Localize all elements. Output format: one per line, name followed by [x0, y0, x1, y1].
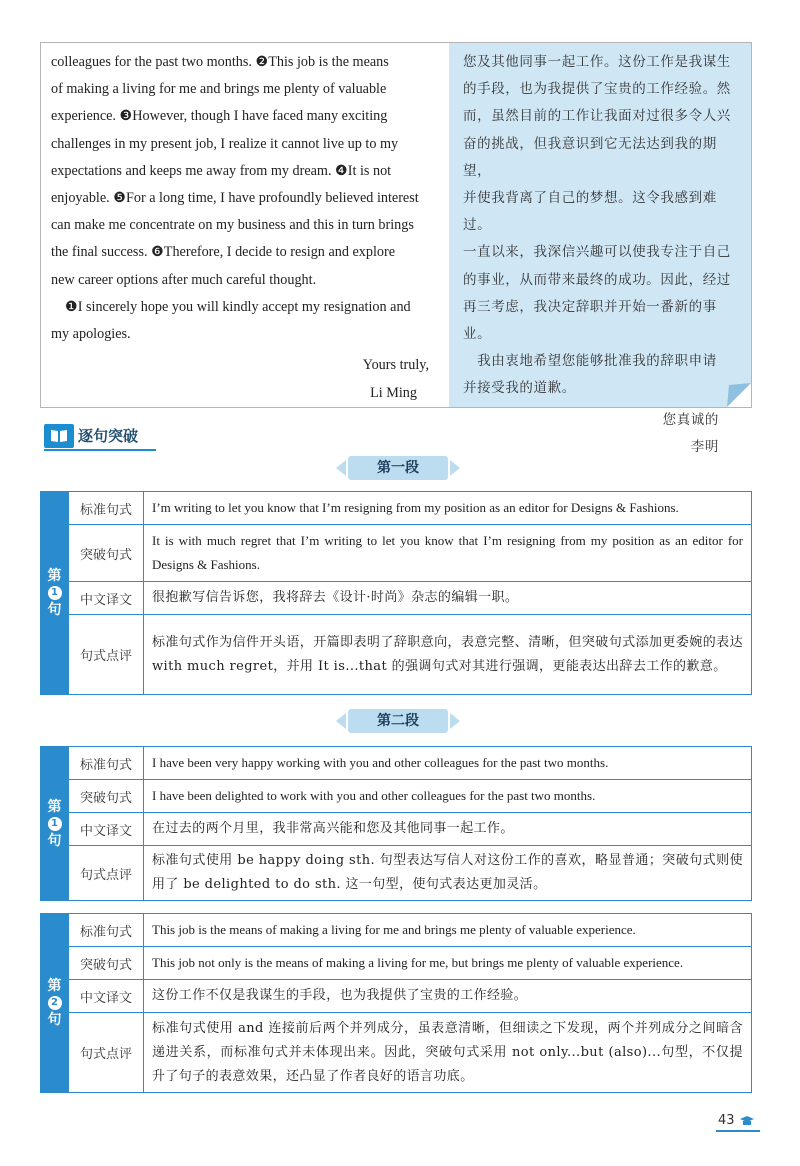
sentence-number-text: 句: [47, 832, 62, 849]
row-value: I’m writing to let you know that I’m resigning from my position as an editor for Designs & Fashions.: [152, 500, 679, 515]
row-value: I have been delighted to work with you and other colleagues for the past two months.: [152, 788, 596, 803]
letter-en-line: ❶I sincerely hope you will kindly accept my resignation and: [65, 298, 411, 315]
sentence-table: [40, 746, 752, 901]
letter-cn-line: 再三考虑，我决定辞职并开始一番新的事业。: [463, 298, 717, 343]
page-number-underline: [716, 1130, 760, 1132]
sentence-number: [41, 747, 69, 900]
row-label: 中文译文: [69, 813, 144, 845]
letter-cn-line: 的手段，也为我提供了宝贵的工作经验。然: [463, 81, 731, 98]
sentence-number: [41, 914, 69, 1092]
row-label: 句式点评: [69, 615, 144, 694]
table-row: [69, 947, 751, 980]
book-icon: [44, 424, 74, 448]
sentence-number: [41, 492, 69, 694]
section-underline: [44, 449, 156, 451]
row-value: 在过去的两个月里，我非常高兴能和您及其他同事一起工作。: [152, 821, 514, 836]
letter-cn-line: 而，虽然目前的工作让我面对过很多令人兴: [463, 108, 731, 125]
letter-en-signature: [51, 352, 441, 407]
sentence-table: [40, 913, 752, 1093]
table-row: [69, 780, 751, 813]
table-row: [69, 582, 751, 615]
letter-en-line: enjoyable. ❺For a long time, I have profoundly believed interest: [51, 190, 419, 207]
letter-en-line: the final success. ❻Therefore, I decide to resign and explore: [51, 244, 396, 261]
letter-en-line: can make me concentrate on my business and this in turn brings: [51, 217, 414, 234]
table-row: [69, 846, 751, 900]
table-row: [69, 747, 751, 780]
letter-cn-line: 的事业，从而带来最终的成功。因此，经过: [463, 271, 731, 288]
sentence-number-circle: 2: [48, 996, 62, 1010]
row-label: 突破句式: [69, 780, 144, 812]
letter-chinese: [449, 43, 751, 455]
section-header: [44, 424, 156, 450]
letter-en-closing: Yours truly,: [362, 357, 429, 374]
row-label: 标准句式: [69, 492, 144, 524]
row-label: 突破句式: [69, 947, 144, 979]
row-value: 标准句式作为信件开头语，开篇即表明了辞职意向，表意完整、清晰，但突破句式添加更委婉的表达 with much regret，并用 It is...that 的强调句式对其进行强调，更能表达出辞去工作的歉意。: [152, 634, 743, 674]
letter-cn-line: 奋的挑战，但我意识到它无法达到我的期望，: [463, 135, 717, 179]
sentence-number-text: 第: [47, 798, 62, 815]
paragraph-label: [336, 709, 460, 733]
row-value: 这份工作不仅是我谋生的手段，也为我提供了宝贵的工作经验。: [152, 988, 528, 1003]
row-label: 中文译文: [69, 582, 144, 614]
table-row: [69, 914, 751, 947]
row-label: 标准句式: [69, 747, 144, 779]
letter-en-line: challenges in my present job, I realize it cannot live up to my: [51, 135, 399, 152]
letter-en-name: Li Ming: [370, 384, 417, 401]
letter-english: [41, 43, 449, 407]
letter-cn-line: 您及其他同事一起工作。这份工作是我谋生: [463, 54, 731, 70]
row-value: This job not only is the means of making a living for me, but brings me plenty of valuable experience.: [152, 955, 684, 970]
sentence-number-text: 句: [47, 602, 62, 618]
sentence-number-text: 第: [47, 978, 62, 994]
row-value: 标准句式使用 be happy doing sth. 句型表达写信人对这份工作的喜欢，略显普通；突破句式则使用了 be delighted to do sth. 这一句型，使句式表达更加灵活。: [152, 853, 743, 892]
paragraph-label-text: 第二段: [348, 709, 448, 733]
letter-cn-closing: 您真诚的: [662, 411, 719, 428]
section-title: 逐句突破: [78, 427, 139, 445]
table-row: [69, 980, 751, 1013]
sentence-number-circle: 1: [48, 586, 62, 600]
row-value: This job is the means of making a living for me and brings me plenty of valuable experience.: [152, 922, 636, 937]
paragraph-label-text: 第一段: [348, 456, 448, 480]
table-row: [69, 813, 751, 846]
sentence-number-text: 第: [47, 568, 62, 584]
page-fold-icon: [727, 383, 751, 407]
graduation-cap-icon: [740, 1116, 754, 1126]
letter-en-line: colleagues for the past two months. ❷This job is the means: [51, 54, 389, 70]
sentence-number-circle: 1: [48, 817, 62, 831]
paragraph-label: [336, 456, 460, 480]
letter-en-line: experience. ❸However, though I have faced many exciting: [51, 108, 388, 125]
letter-en-line: expectations and keeps me away from my dream. ❹It is not: [51, 162, 392, 179]
sentence-table: [40, 491, 752, 695]
row-label: 句式点评: [69, 1013, 144, 1092]
letter-en-line: of making a living for me and brings me plenty of valuable: [51, 81, 387, 98]
row-label: 中文译文: [69, 980, 144, 1012]
row-label: 突破句式: [69, 525, 144, 581]
row-label: 标准句式: [69, 914, 144, 946]
letter-cn-line: 一直以来，我深信兴趣可以使我专注于自己: [463, 244, 731, 261]
letter-en-line: my apologies.: [51, 326, 131, 343]
row-value: 标准句式使用 and 连接前后两个并列成分，虽表意清晰，但细读之下发现，两个并列成分之间暗含递进关系，而标准句式并未体现出来。因此，突破句式采用 not only...but (also)...句型，不仅提升了句子的表意效果，还凸显了作者良好的语言功底。: [152, 1020, 743, 1084]
row-value: I have been very happy working with you and other colleagues for the past two months.: [152, 755, 609, 770]
row-value: 很抱歉写信告诉您，我将辞去《设计·时尚》杂志的编辑一职。: [152, 590, 519, 605]
letter-cn-line: 并使我背离了自己的梦想。这令我感到难过。: [463, 190, 717, 234]
table-row: [69, 1013, 751, 1092]
letter-en-line: new career options after much careful thought.: [51, 271, 317, 288]
row-label: 句式点评: [69, 846, 144, 900]
letter-cn-line: 并接受我的道歉。: [463, 380, 576, 397]
sentence-number-text: 句: [47, 1012, 62, 1028]
letter-cn-name: 李明: [690, 438, 719, 455]
table-row: [69, 525, 751, 582]
letter-cn-line: 我由衷地希望您能够批准我的辞职申请: [463, 353, 717, 370]
page-number: 43: [718, 1113, 735, 1128]
row-value: It is with much regret that I’m writing to let you know that I’m resigning from my position as an editor for Designs & Fashions.: [152, 533, 743, 572]
table-row: [69, 615, 751, 694]
table-row: [69, 492, 751, 525]
